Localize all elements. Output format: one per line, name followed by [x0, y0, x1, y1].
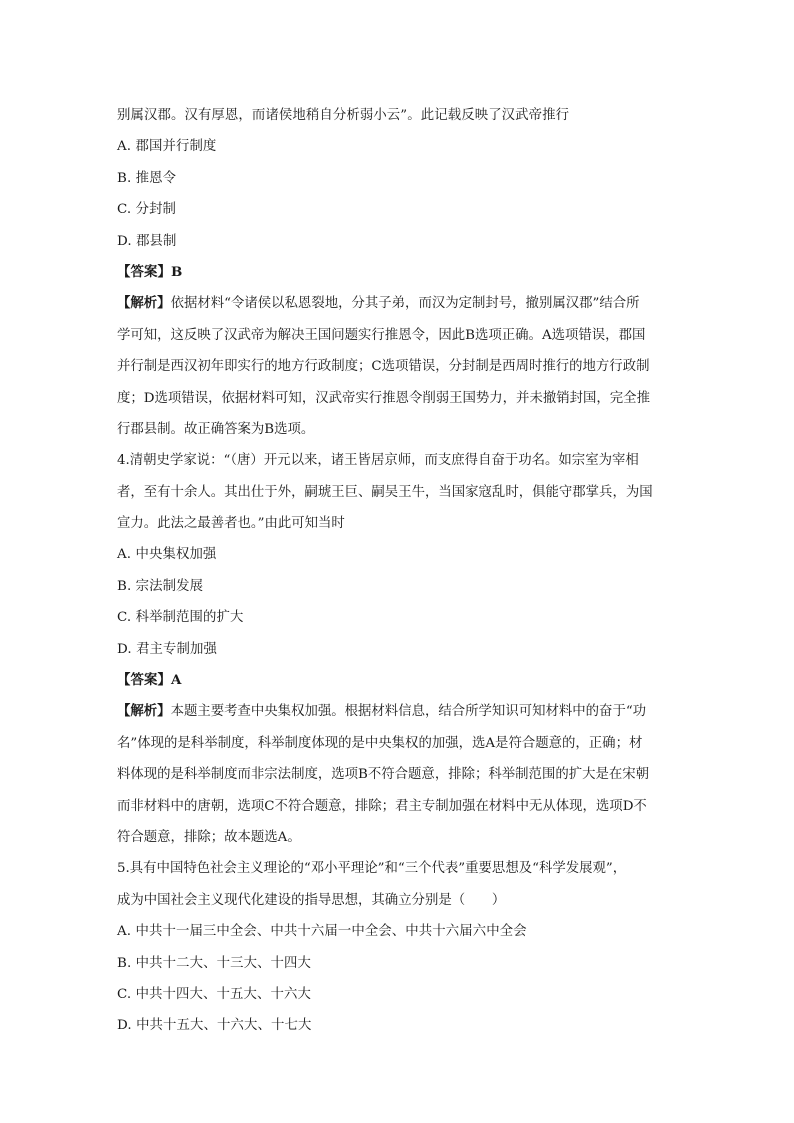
- q5-option-d: D. 中共十五大、十六大、十七大: [117, 1018, 312, 1034]
- q5-stem: [117, 853, 677, 916]
- q3-answer-label: 【答案】: [117, 263, 171, 280]
- q5-option-b: B. 中共十二大、十三大、十四大: [117, 955, 312, 971]
- q4-analysis-line-5: 符合题意，排除；故本题选A。: [117, 829, 301, 845]
- q3-option-c: C. 分封制: [117, 202, 177, 218]
- q4-stem-line-2: 者，至有十余人。其出仕于外，嗣琥王巨、嗣吴王牛，当国家寇乱时，俱能守郡掌兵，为国: [117, 484, 653, 500]
- q4-option-c: C. 科举制范围的扩大: [117, 610, 244, 626]
- q3-analysis-line-5: 行郡县制。故正确答案为B选项。: [117, 421, 315, 437]
- q5-stem-line-2: 成为中国社会主义现代化建设的指导思想，其确立分别是（ ）: [117, 892, 506, 908]
- q4-stem: [117, 445, 677, 539]
- q3-option-d: D. 郡县制: [117, 233, 177, 249]
- q4-analysis-label: 【解析】: [117, 703, 171, 720]
- q4-option-d: D. 君主专制加强: [117, 641, 218, 657]
- q4-analysis-line-3: 料体现的是科举制度而非宗法制度，选项B不符合题意，排除；科举制范围的扩大是在宋朝: [117, 767, 650, 783]
- q3-option-a: A. 郡国并行制度: [117, 139, 217, 155]
- q3-analysis-line-2: 学可知，这反映了汉武帝为解决王国问题实行推恩令，因此B选项正确。A选项错误，郡国: [117, 327, 646, 343]
- q3-answer-value: B: [170, 263, 183, 280]
- q4-answer-value: A: [170, 672, 182, 689]
- q4-analysis-line-1: [117, 696, 677, 727]
- q5-option-a: A. 中共十一届三中全会、中共十六届一中全会、中共十六届六中全会: [117, 924, 527, 940]
- q3-option-b: B. 推恩令: [117, 170, 177, 186]
- q4-option-a: A. 中央集权加强: [117, 547, 217, 563]
- q5-option-c: C. 中共十四大、十五大、十六大: [117, 986, 311, 1002]
- q3-stem-tail: 别属汉郡。汉有厚恩，而诸侯地稍自分析弱小云”。此记载反映了汉武帝推行: [117, 108, 570, 123]
- q3-analysis: [117, 288, 677, 445]
- document-page: [117, 100, 677, 1042]
- q4-analysis-line-2: 名”体现的是科举制度，科举制度体现的是中央集权的加强，选A是符合题意的，正确；材: [117, 735, 643, 751]
- q5-stem-line-1: 5.具有中国特色社会主义理论的“邓小平理论”和“三个代表”重要思想及“科学发展观”，: [117, 861, 627, 877]
- q4-stem-line-3: 宣力。此法之最善者也。”由此可知当时: [117, 516, 345, 532]
- q3-analysis-line-4: 度；D选项错误，依据材料可知，汉武帝实行推恩令削弱王国势力，并未撤销封国，完全推: [117, 390, 650, 406]
- q4-answer-label: 【答案】: [117, 672, 171, 689]
- q4-option-b: B. 宗法制发展: [117, 578, 204, 594]
- q3-answer: [117, 257, 677, 288]
- q4-answer: [117, 665, 677, 696]
- q4-analysis-text-1: 本题主要考查中央集权加强。根据材料信息，结合所学知识可知材料中的奋于“功: [170, 704, 647, 720]
- q4-stem-line-1: 4.清朝史学家说：“（唐）开元以来，诸王皆居京师，而支庶得自奋于功名。如宗室为宰相: [117, 453, 639, 469]
- q3-analysis-label: 【解析】: [117, 295, 171, 312]
- q3-analysis-line-3: 并行制是西汉初年即实行的地方行政制度；C选项错误，分封制是西周时推行的地方行政制: [117, 359, 650, 375]
- q3-analysis-line-1: [117, 288, 677, 319]
- q4-analysis-line-4: 而非材料中的唐朝，选项C不符合题意，排除；君主专制加强在材料中无从体现，选项D不: [117, 798, 647, 814]
- q4-analysis: [117, 696, 677, 853]
- q3-analysis-text-1: 依据材料“令诸侯以私恩裂地，分其子弟，而汉为定制封号，撤别属汉郡”结合所: [170, 296, 640, 312]
